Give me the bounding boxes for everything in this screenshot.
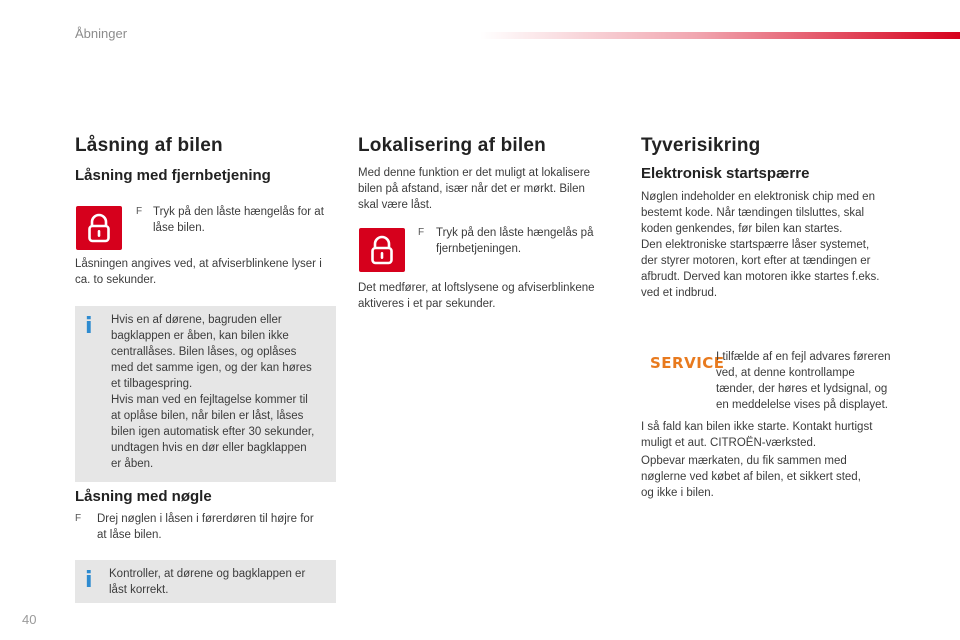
immobiliser-description: Nøglen indeholder en elektronisk chip med en bestemt kode. Når tændingen tilsluttes, skal koden genkendes, før bilen kan startes. Den elektroniske startspærre låser systemet, der styrer motoren, kort efter at tændingen er afbrudt. Derved kan motoren ikke startes f.eks. ved et indbrud.	[641, 191, 880, 299]
remote-locking-heading: Låsning med fjernbetjening	[75, 167, 271, 184]
key-locking-heading: Låsning med nøgle	[75, 488, 212, 505]
remote-lock-note: Låsningen angives ved, at afviserblinkene lyser i ca. to sekunder.	[75, 258, 322, 286]
theft-protection-heading: Tyverisikring	[641, 135, 761, 156]
locking-heading: Låsning af bilen	[75, 135, 223, 156]
remote-lock-instruction: F Tryk på den låste hængelås for at låse bilen.	[136, 206, 324, 234]
service-warning-icon: SERVICE	[650, 354, 725, 372]
service-contact-text: I så fald kan bilen ikke starte. Kontakt hurtigst muligt et aut. CITROËN-værksted.	[641, 421, 873, 449]
bullet-marker: F	[136, 206, 143, 217]
info-box-central-locking	[75, 306, 336, 482]
info-box-check-doors	[75, 560, 336, 603]
info-box-text: Kontroller, at dørene og bagklappen er låst korrekt.	[109, 568, 306, 596]
bullet-marker: F	[75, 513, 82, 524]
locating-intro: Med denne funktion er det muligt at lokalisere bilen på afstand, især når det er mørkt. Bilen skal være låst.	[358, 167, 591, 211]
locked-padlock-icon	[359, 228, 405, 272]
service-warning-text: I tilfælde af en fejl advares føreren ved, at denne kontrollampe tænder, der høres et lydsignal, og en meddelelse vises på displayet.	[716, 351, 891, 411]
immobiliser-heading: Elektronisk startspærre	[641, 165, 810, 182]
bullet-marker: F	[418, 227, 425, 238]
info-icon: i	[85, 568, 93, 593]
keep-label-text: Opbevar mærkaten, du fik sammen med nøglerne ved købet af bilen, et sikkert sted, og ikke i bilen.	[641, 455, 861, 499]
locating-instruction: F Tryk på den låste hængelås på fjernbetjeningen.	[418, 227, 594, 255]
section-title: Åbninger	[75, 26, 128, 41]
info-icon: i	[85, 314, 93, 339]
header-accent-bar	[480, 32, 960, 39]
info-box-text: Hvis en af dørene, bagruden eller bagklappen er åben, kan bilen ikke centrallåses. Bilen låses, og oplåses med det samme igen, og der kan høres et tilbagespring. Hvis man ved en fejltagelse kommer til at oplåse bilen, når bilen er låst, låses bilen igen automatisk efter 30 sekunder, undtagen hvis en dør eller bagklappen er åben.	[111, 314, 315, 470]
page-number: 40	[22, 612, 37, 627]
locating-heading: Lokalisering af bilen	[358, 135, 546, 156]
key-lock-instruction: F Drej nøglen i låsen i førerdøren til højre for at låse bilen.	[75, 513, 314, 541]
locked-padlock-icon	[76, 206, 122, 250]
locating-result: Det medfører, at loftslysene og afviserblinkene aktiveres i et par sekunder.	[358, 282, 595, 310]
